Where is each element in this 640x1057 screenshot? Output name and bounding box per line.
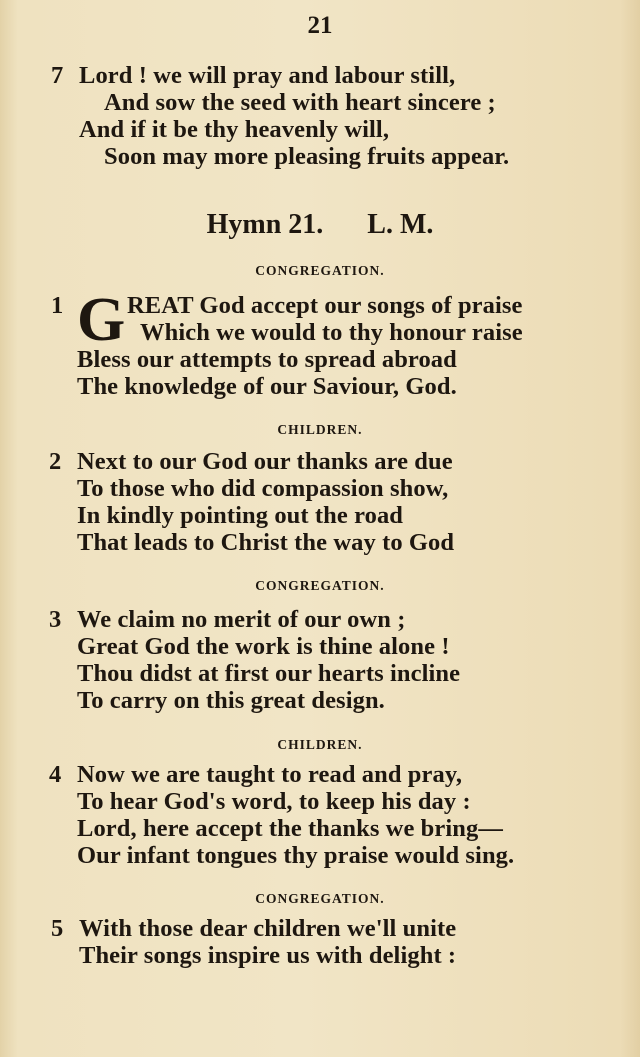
verse-line: To carry on this great design. [77, 687, 385, 714]
verse-line: In kindly pointing out the road [77, 502, 404, 529]
section-label: CONGREGATION. [255, 891, 385, 906]
verse-line: Now we are taught to read and pray, [77, 761, 463, 788]
section-label: CONGREGATION. [255, 263, 385, 278]
verse-line: REAT God accept our songs of praise [127, 292, 523, 319]
verse-number: 7 [51, 62, 64, 89]
verse-line: To hear God's word, to keep his day : [77, 788, 471, 815]
drop-cap: G [77, 286, 126, 354]
verse-line: And if it be thy heavenly will, [79, 116, 390, 143]
verse-line: Thou didst at first our hearts incline [77, 660, 461, 687]
verse-number: 5 [51, 915, 64, 942]
verse-number: 1 [51, 292, 64, 319]
verse-line: With those dear children we'll unite [79, 915, 457, 942]
verse-number: 3 [49, 606, 62, 633]
verse-line: That leads to Christ the way to God [77, 529, 455, 556]
verse-line: Next to our God our thanks are due [77, 448, 453, 475]
hymn-title [0, 209, 640, 241]
verse-line: We claim no merit of our own ; [77, 606, 406, 633]
verse-number: 2 [49, 448, 62, 475]
hymn-number: Hymn 21. [206, 209, 324, 240]
section-label: CHILDREN. [277, 737, 363, 752]
verse-line: The knowledge of our Saviour, God. [77, 373, 457, 400]
page-number: 21 [307, 12, 333, 39]
verse-line: Which we would to thy honour raise [140, 319, 523, 346]
verse-line: Lord ! we will pray and labour still, [79, 62, 456, 89]
hymn-meter: L. M. [367, 209, 434, 240]
section-label: CHILDREN. [277, 422, 363, 437]
verse-line: To those who did compassion show, [77, 475, 449, 502]
verse-number: 4 [49, 761, 62, 788]
verse-line: Soon may more pleasing fruits appear. [104, 143, 510, 170]
verse-line: Lord, here accept the thanks we bring— [77, 815, 503, 842]
section-label: CONGREGATION. [255, 578, 385, 593]
verse-line: Our infant tongues thy praise would sing. [77, 842, 515, 869]
verse-line: And sow the seed with heart sincere ; [104, 89, 496, 116]
verse-line: Great God the work is thine alone ! [77, 633, 450, 660]
verse-line: Their songs inspire us with delight : [79, 942, 457, 969]
verse-line: Bless our attempts to spread abroad [77, 346, 457, 373]
